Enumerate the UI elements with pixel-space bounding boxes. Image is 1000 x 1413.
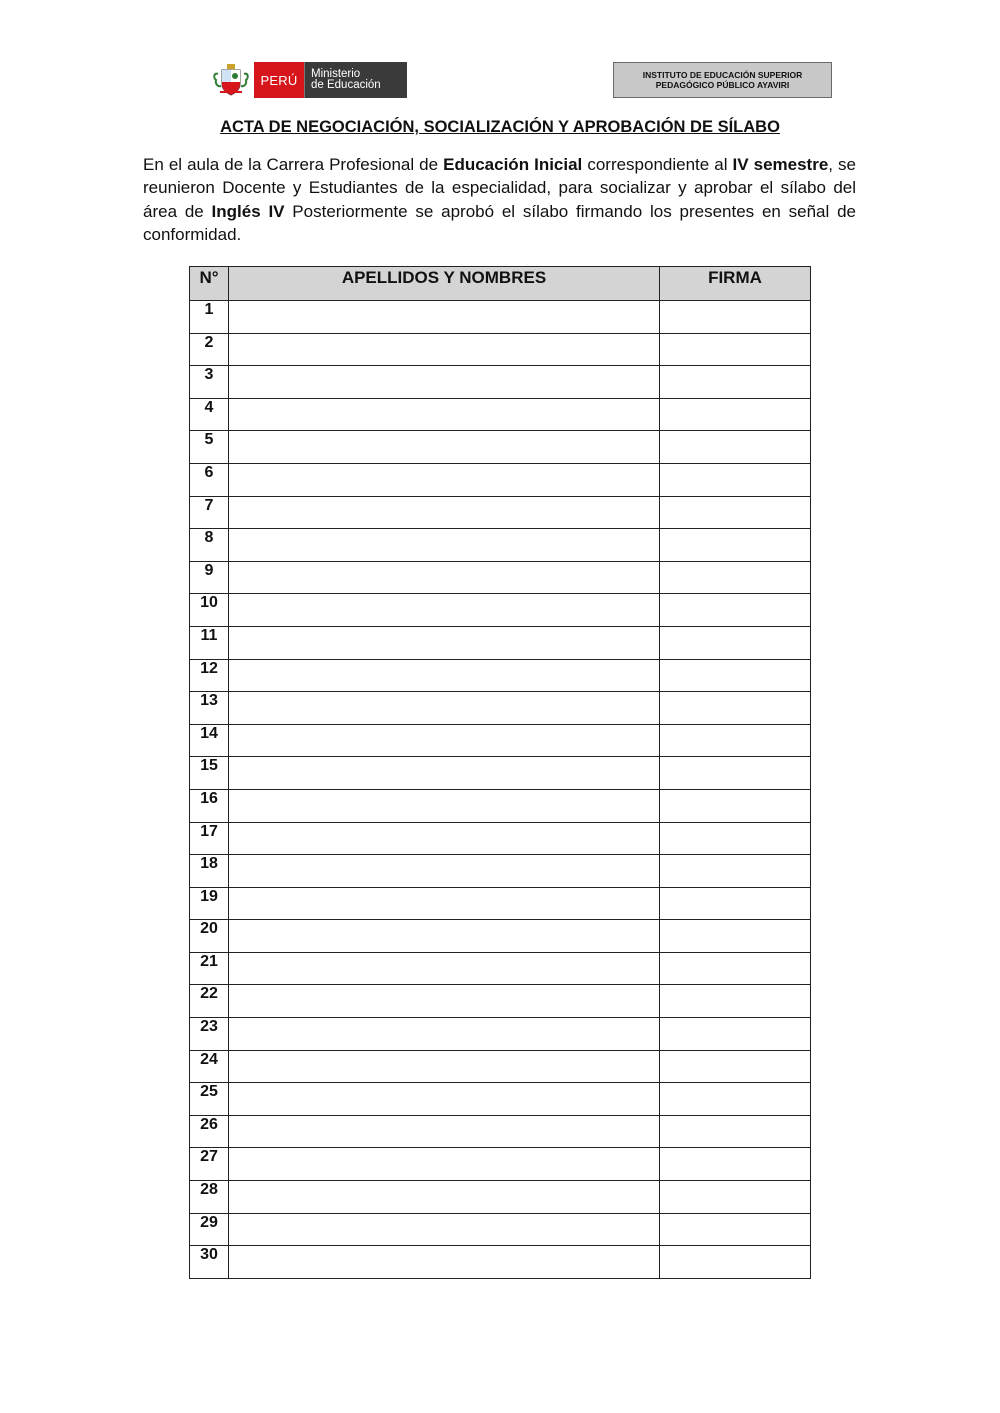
table-row [190,594,811,627]
name-cell[interactable] [229,301,660,334]
row-number: 13 [190,692,229,725]
name-cell[interactable] [229,1083,660,1116]
table-row [190,692,811,725]
intro-text-3: , se reunieron Docente y Estudiantes de la especialidad, para socializar y aprobar el sílabo del área de [143,155,857,221]
signature-cell[interactable] [660,985,811,1018]
document-title: ACTA DE NEGOCIACIÓN, SOCIALIZACIÓN Y APROBACIÓN DE SÍLABO [220,118,780,136]
table-row [190,1246,811,1279]
institute-line-1: INSTITUTO DE EDUCACIÓN SUPERIOR [642,70,803,80]
row-number: 11 [190,626,229,659]
name-cell[interactable] [229,366,660,399]
signature-cell[interactable] [660,855,811,888]
table-row [190,822,811,855]
name-cell[interactable] [229,822,660,855]
name-cell[interactable] [229,659,660,692]
table-row [190,887,811,920]
signature-cell[interactable] [660,626,811,659]
row-number: 14 [190,724,229,757]
table-row [190,496,811,529]
signature-cell[interactable] [660,398,811,431]
table-row [190,1018,811,1051]
table-row [190,724,811,757]
signature-cell[interactable] [660,724,811,757]
name-cell[interactable] [229,920,660,953]
signature-cell[interactable] [660,757,811,790]
table-row [190,529,811,562]
row-number: 16 [190,789,229,822]
name-cell[interactable] [229,1115,660,1148]
intro-text-1: En el aula de la Carrera Profesional de [143,155,444,174]
table-row [190,757,811,790]
name-cell[interactable] [229,952,660,985]
signature-cell[interactable] [660,529,811,562]
intro-text-4: Posteriormente se aprobó el sílabo firmando los presentes en señal de conformidad. [143,201,856,244]
table-row [190,855,811,888]
signature-cell[interactable] [660,561,811,594]
table-row [190,626,811,659]
signature-cell[interactable] [660,887,811,920]
row-number: 5 [190,431,229,464]
row-number: 10 [190,594,229,627]
name-cell[interactable] [229,789,660,822]
intro-text-2: correspondiente al [582,155,733,174]
name-cell[interactable] [229,431,660,464]
table-row [190,952,811,985]
name-cell[interactable] [229,1181,660,1214]
name-cell[interactable] [229,1148,660,1181]
column-header-signature: FIRMA [660,267,811,301]
name-cell[interactable] [229,594,660,627]
signature-cell[interactable] [660,659,811,692]
signature-cell[interactable] [660,1148,811,1181]
name-cell[interactable] [229,985,660,1018]
name-cell[interactable] [229,529,660,562]
signature-cell[interactable] [660,333,811,366]
table-row [190,920,811,953]
name-cell[interactable] [229,1246,660,1279]
table-row [190,463,811,496]
institute-line-2: PEDAGÓGICO PÚBLICO AYAVIRI [655,80,790,90]
row-number: 1 [190,301,229,334]
row-number: 20 [190,920,229,953]
row-number: 4 [190,398,229,431]
signature-cell[interactable] [660,463,811,496]
row-number: 22 [190,985,229,1018]
row-number: 28 [190,1181,229,1214]
signature-cell[interactable] [660,431,811,464]
row-number: 21 [190,952,229,985]
row-number: 18 [190,855,229,888]
signature-cell[interactable] [660,594,811,627]
intro-paragraph [143,153,856,246]
name-cell[interactable] [229,626,660,659]
career-name: Educación Inicial [443,155,583,174]
signature-cell[interactable] [660,920,811,953]
table-row [190,789,811,822]
table-row [190,1181,811,1214]
table-row [190,1213,811,1246]
table-row [190,1083,811,1116]
ministry-logo [212,62,407,98]
signature-cell[interactable] [660,1213,811,1246]
name-cell[interactable] [229,855,660,888]
name-cell[interactable] [229,1018,660,1051]
name-cell[interactable] [229,757,660,790]
ministry-line-2: de Educación [311,79,381,91]
signature-cell[interactable] [660,1083,811,1116]
table-row [190,1115,811,1148]
name-cell[interactable] [229,398,660,431]
column-header-names: APELLIDOS Y NOMBRES [229,267,660,301]
signature-cell[interactable] [660,301,811,334]
row-number: 9 [190,561,229,594]
table-row [190,333,811,366]
signature-cell[interactable] [660,366,811,399]
institute-box [613,62,832,98]
table-row [190,431,811,464]
signature-cell[interactable] [660,952,811,985]
row-number: 7 [190,496,229,529]
signature-cell[interactable] [660,1018,811,1051]
name-cell[interactable] [229,1050,660,1083]
peru-label: PERÚ [254,62,304,98]
signature-cell[interactable] [660,692,811,725]
row-number: 17 [190,822,229,855]
name-cell[interactable] [229,724,660,757]
name-cell[interactable] [229,333,660,366]
table-row [190,366,811,399]
row-number: 8 [190,529,229,562]
row-number: 19 [190,887,229,920]
signature-cell[interactable] [660,1115,811,1148]
signature-cell[interactable] [660,496,811,529]
name-cell[interactable] [229,463,660,496]
table-row [190,659,811,692]
row-number: 30 [190,1246,229,1279]
signature-table [189,266,811,1279]
table-row [190,398,811,431]
row-number: 2 [190,333,229,366]
signature-cell[interactable] [660,789,811,822]
row-number: 27 [190,1148,229,1181]
signature-cell[interactable] [660,822,811,855]
signature-cell[interactable] [660,1246,811,1279]
course-name: Inglés IV [211,201,285,221]
ministry-label [304,62,407,98]
peru-coat-of-arms-icon [212,62,250,98]
table-row [190,561,811,594]
signature-cell[interactable] [660,1181,811,1214]
name-cell[interactable] [229,496,660,529]
row-number: 3 [190,366,229,399]
row-number: 24 [190,1050,229,1083]
table-header-row [190,267,811,301]
row-number: 23 [190,1018,229,1051]
name-cell[interactable] [229,1213,660,1246]
table-row [190,1050,811,1083]
name-cell[interactable] [229,692,660,725]
table-row [190,985,811,1018]
row-number: 26 [190,1115,229,1148]
semester-name: IV semestre [732,155,829,174]
table-row [190,1148,811,1181]
name-cell[interactable] [229,561,660,594]
row-number: 6 [190,463,229,496]
row-number: 29 [190,1213,229,1246]
row-number: 12 [190,659,229,692]
column-header-number: N° [190,267,229,301]
row-number: 25 [190,1083,229,1116]
ministry-line-1: Ministerio [311,68,361,80]
row-number: 15 [190,757,229,790]
signature-cell[interactable] [660,1050,811,1083]
name-cell[interactable] [229,887,660,920]
table-row [190,301,811,334]
